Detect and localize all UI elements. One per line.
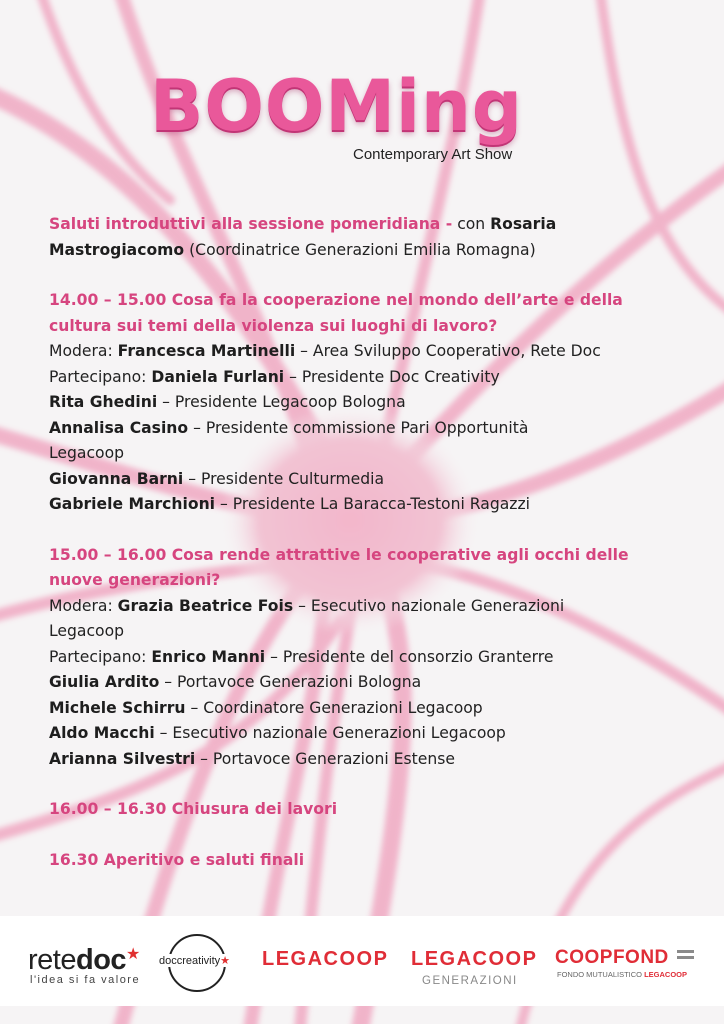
aperitivo: 16.30 Aperitivo e saluti finali: [49, 850, 305, 869]
closing-session: 16.00 – 16.30 Chiusura dei lavori: [49, 800, 338, 818]
session-1-participant-cont: Legacoop: [49, 444, 125, 462]
session-2-title-1: 15.00 – 16.00 Cosa rende attrattive le cooperative agli occhi delle: [49, 545, 629, 564]
participant-role: – Portavoce Generazioni Estense: [195, 749, 455, 768]
participant-role: – Coordinatore Generazioni Legacoop: [185, 698, 483, 717]
moderator-label: Modera:: [49, 342, 118, 360]
session-2-participant: [49, 696, 689, 722]
retedoc-tagline: l'idea si fa valore: [30, 974, 141, 986]
moderator-name: Grazia Beatrice Fois: [117, 596, 294, 615]
session-1-participant: [49, 467, 689, 493]
participants-label: Partecipano:: [49, 647, 152, 666]
session-1-title-2: cultura sui temi della violenza sui luoghi di lavoro?: [49, 316, 498, 335]
moderator-label: Modera:: [49, 596, 118, 615]
participant-role: – Presidente La Baracca-Testoni Ragazzi: [215, 495, 530, 513]
moderator-role: – Area Sviluppo Cooperativo, Rete Doc: [295, 342, 601, 360]
intro-role: (Coordinatrice Generazioni Emilia Romagna): [184, 240, 536, 259]
intro-name-1: Rosaria: [490, 215, 557, 233]
session-2-moderator: [49, 594, 689, 620]
legacoop-generazioni-logo: LEGACOOP: [411, 948, 538, 970]
coopfond-tagline-text: FONDO MUTUALISTICO: [557, 970, 645, 979]
session-1-participant: [49, 390, 689, 416]
participant-name: Annalisa Casino: [49, 418, 189, 437]
session-2-participant: [49, 645, 689, 671]
participants-label: Partecipano:: [49, 367, 152, 386]
session-2-participant: [49, 747, 689, 773]
coopfond-logo: COOPFOND: [555, 947, 669, 968]
session-1-title-1: 14.00 – 15.00 Cosa fa la cooperazione nel mondo dell’arte e della: [49, 291, 623, 309]
generazioni-label: GENERAZIONI: [422, 975, 518, 987]
session-1-participant: [49, 365, 689, 391]
program-text: [49, 212, 689, 873]
session-1-participant: [49, 492, 689, 518]
session-1-participant: [49, 416, 689, 442]
moderator-name: Francesca Martinelli: [117, 342, 296, 360]
participant-role: – Presidente Culturmedia: [183, 469, 385, 488]
participant-name: Gabriele Marchioni: [49, 495, 216, 513]
moderator-role: – Esecutivo nazionale Generazioni: [293, 596, 565, 615]
logo-wordmark: BOOMing: [150, 65, 523, 147]
event-logo: [150, 65, 560, 178]
legacoop-logo: LEGACOOP: [262, 948, 389, 970]
retedoc-text-a: rete: [28, 944, 76, 976]
intro-title: Saluti introduttivi alla sessione pomeridiana -: [49, 215, 453, 233]
participant-name: Aldo Macchi: [49, 724, 155, 742]
participant-name: Giovanna Barni: [49, 469, 184, 488]
coopfond-tagline: [557, 970, 687, 979]
session-1-moderator: [49, 339, 689, 365]
participant-role: – Presidente commissione Pari Opportunità: [188, 418, 529, 437]
doccreativity-text: doccreativity: [159, 955, 221, 967]
session-2-participant: [49, 721, 689, 747]
participant-name: Enrico Manni: [151, 647, 266, 666]
session-2-moderator-cont: Legacoop: [49, 622, 125, 640]
participant-name: Daniela Furlani: [151, 367, 285, 386]
star-icon: ★: [126, 946, 140, 963]
session-2-title-2: nuove generazioni?: [49, 571, 221, 589]
coopfond-tagline-brand: LEGACOOP: [644, 970, 688, 979]
retedoc-logo: [28, 944, 140, 977]
participant-role: – Portavoce Generazioni Bologna: [159, 673, 422, 691]
sponsor-footer: [0, 916, 724, 1006]
participant-name: Arianna Silvestri: [49, 749, 196, 768]
session-2-participant: [49, 670, 689, 696]
participant-name: Giulia Ardito: [49, 673, 160, 691]
retedoc-text-b: doc: [75, 944, 127, 976]
participant-name: Rita Ghedini: [49, 393, 158, 411]
participant-role: – Presidente del consorzio Granterre: [265, 647, 554, 666]
participant-role: – Presidente Doc Creativity: [284, 367, 500, 386]
doccreativity-logo: [158, 954, 231, 967]
intro-with: con: [452, 215, 491, 233]
participant-name: Michele Schirru: [49, 698, 186, 717]
logo-subtitle: Contemporary Art Show: [353, 146, 513, 163]
intro-line: [49, 212, 689, 238]
coopfond-bars-icon: [677, 950, 694, 965]
participant-role: – Presidente Legacoop Bologna: [157, 393, 406, 411]
star-icon: ★: [220, 955, 231, 967]
intro-line-2: [49, 238, 689, 264]
intro-name-2: Mastrogiacomo: [49, 240, 185, 259]
participant-role: – Esecutivo nazionale Generazioni Legacoop: [154, 724, 506, 742]
